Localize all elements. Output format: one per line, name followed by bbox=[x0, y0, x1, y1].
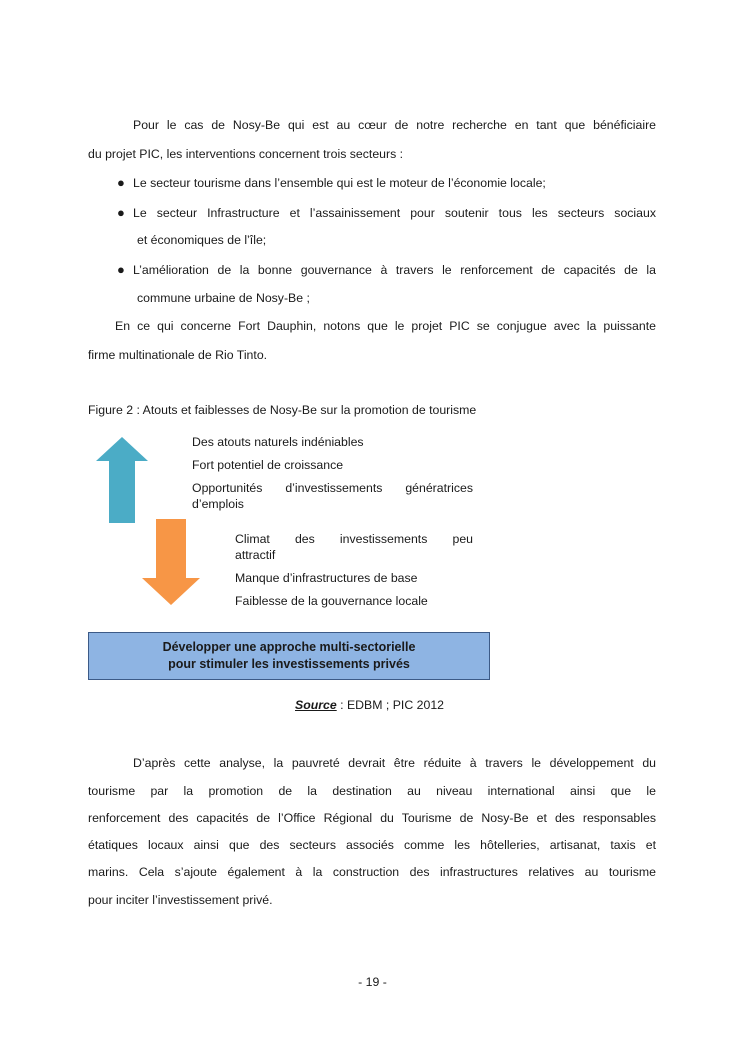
weakness-item: Climat des investissements peu bbox=[235, 532, 473, 546]
bullet-2-line-2: et économiques de l’île; bbox=[137, 233, 267, 247]
source-label: Source bbox=[295, 698, 337, 712]
analysis-line-5: marins. Cela s’ajoute également à la construction des infrastructures relatives au tourisme bbox=[88, 865, 656, 879]
up-arrow-icon bbox=[95, 436, 149, 524]
analysis-line-2: tourisme par la promotion de la destination au niveau international ainsi que le bbox=[88, 784, 656, 798]
bullet-icon: ● bbox=[117, 175, 125, 190]
weakness-item: attractif bbox=[235, 548, 276, 562]
conclusion-line-1: Développer une approche multi-sectorielle bbox=[162, 640, 416, 654]
analysis-line-1: D’après cette analyse, la pauvreté devrait être réduite à travers le développement du bbox=[133, 756, 656, 770]
figure-source bbox=[295, 697, 444, 713]
analysis-line-4: étatiques locaux ainsi que des secteurs associés comme les hôtelleries, artisanat, taxis et bbox=[88, 838, 656, 852]
conclusion-box bbox=[88, 632, 490, 680]
bullet-3-line-1: L’amélioration de la bonne gouvernance à travers le renforcement de capacités de la bbox=[133, 263, 656, 277]
strength-item: Opportunités d’investissements génératrices bbox=[192, 481, 473, 495]
weakness-item: Manque d’infrastructures de base bbox=[235, 571, 418, 585]
bullet-3-line-2: commune urbaine de Nosy-Be ; bbox=[137, 291, 310, 305]
down-arrow-icon bbox=[141, 518, 201, 606]
intro-line-1: Pour le cas de Nosy-Be qui est au cœur de notre recherche en tant que bénéficiaire bbox=[133, 118, 656, 132]
bullet-2-line-1: Le secteur Infrastructure et l’assainissement pour soutenir tous les secteurs sociaux bbox=[133, 206, 656, 220]
strength-item: Des atouts naturels indéniables bbox=[192, 435, 364, 449]
intro-line-2: du projet PIC, les interventions concernent trois secteurs : bbox=[88, 147, 404, 161]
analysis-line-3: renforcement des capacités de l’Office Régional du Tourisme de Nosy-Be et des responsables bbox=[88, 811, 656, 825]
fort-dauphin-line-1: En ce qui concerne Fort Dauphin, notons que le projet PIC se conjugue avec la puissante bbox=[115, 319, 656, 333]
bullet-icon: ● bbox=[117, 262, 125, 277]
bullet-icon: ● bbox=[117, 205, 125, 220]
analysis-line-6: pour inciter l’investissement privé. bbox=[88, 893, 273, 907]
source-text: : EDBM ; PIC 2012 bbox=[336, 698, 445, 712]
bullet-1-line-1: Le secteur tourisme dans l’ensemble qui est le moteur de l’économie locale; bbox=[133, 176, 546, 190]
strength-item: d’emplois bbox=[192, 497, 244, 511]
weakness-item: Faiblesse de la gouvernance locale bbox=[235, 594, 428, 608]
fort-dauphin-line-2: firme multinationale de Rio Tinto. bbox=[88, 348, 268, 362]
conclusion-line-2: pour stimuler les investissements privés bbox=[168, 657, 410, 671]
page-number: - 19 - bbox=[358, 975, 387, 989]
strength-item: Fort potentiel de croissance bbox=[192, 458, 344, 472]
figure-caption: Figure 2 : Atouts et faiblesses de Nosy-Be sur la promotion de tourisme bbox=[88, 403, 477, 417]
